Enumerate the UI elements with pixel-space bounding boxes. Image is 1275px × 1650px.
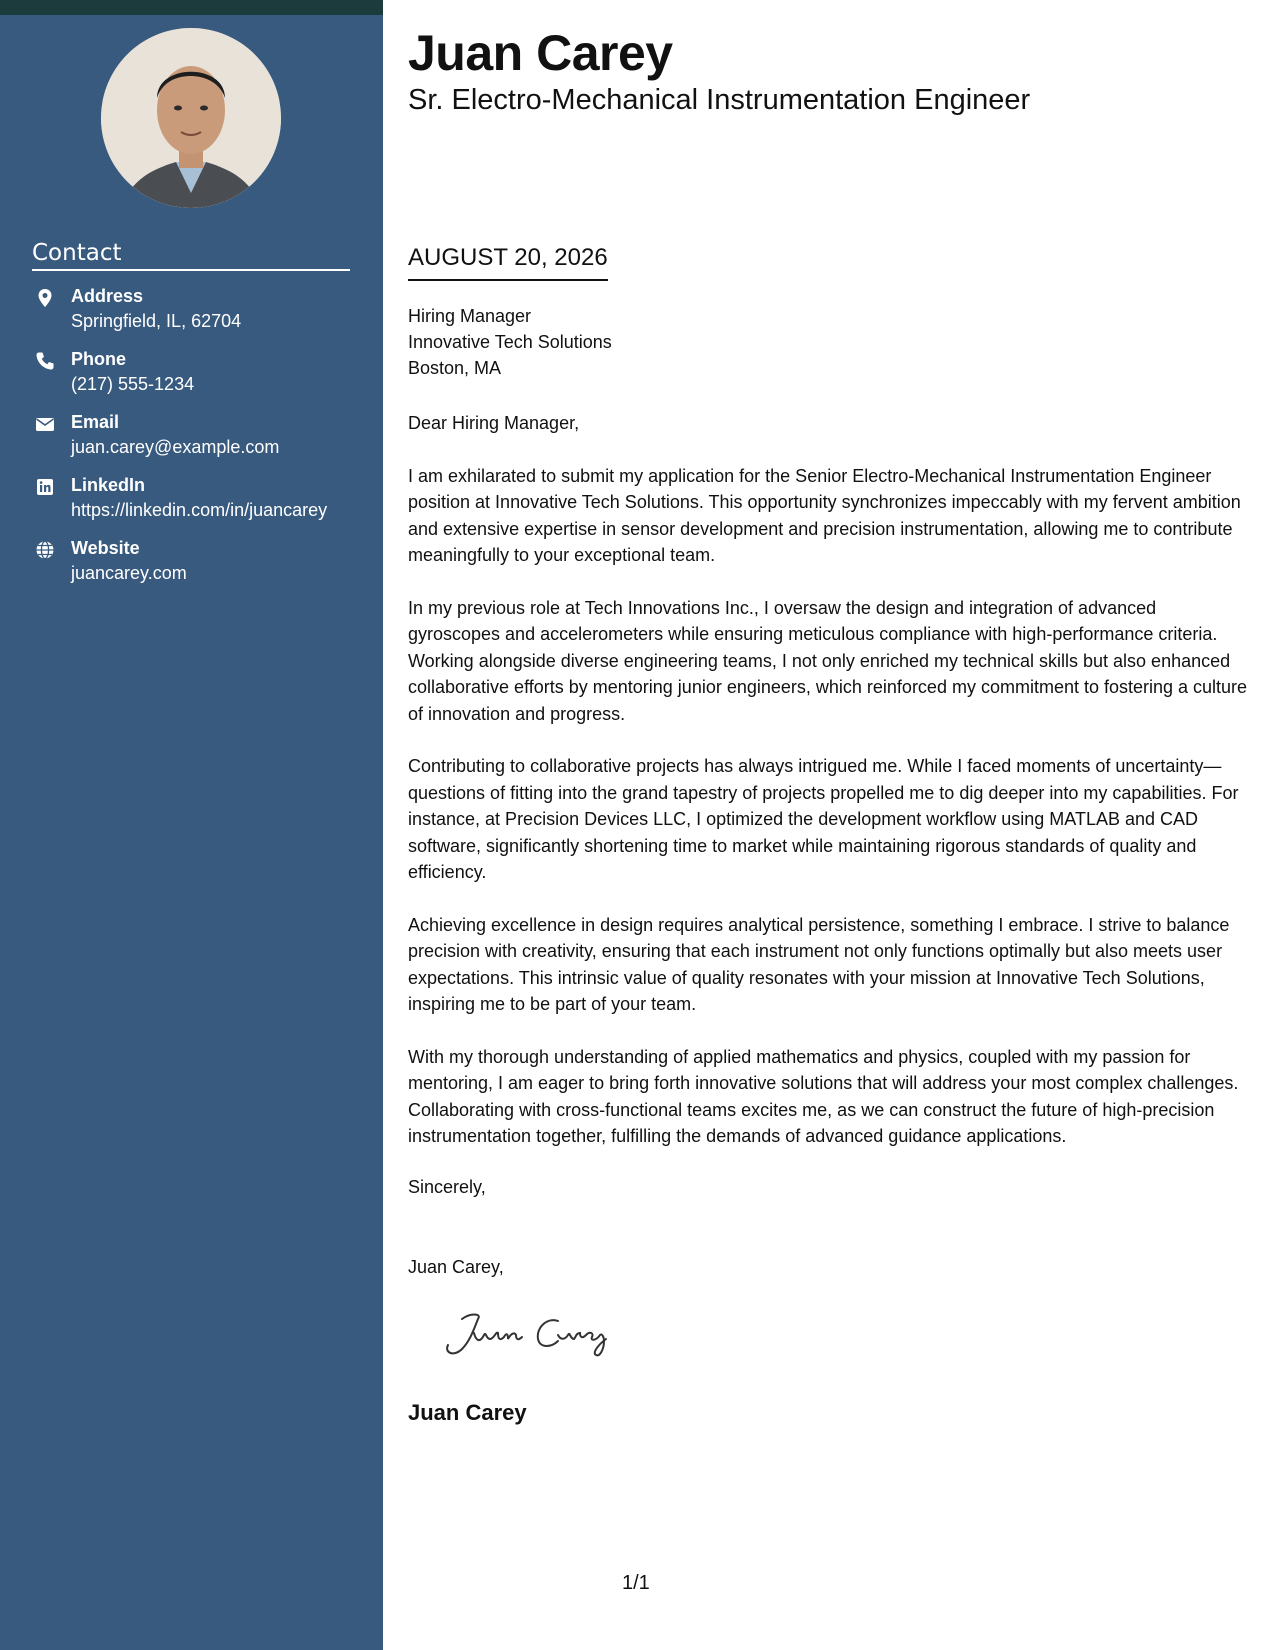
recipient-block	[408, 303, 612, 381]
signer-name: Juan Carey	[408, 1400, 527, 1425]
envelope-icon	[35, 414, 55, 434]
contact-item-website	[32, 538, 372, 601]
contact-label: Website	[71, 538, 140, 558]
map-pin-icon	[35, 288, 55, 308]
contact-label: LinkedIn	[71, 475, 146, 495]
applicant-role: Sr. Electro-Mechanical Instrumentation Engineer	[408, 84, 1031, 116]
signoff-name: Juan Carey,	[408, 1257, 504, 1277]
body-paragraph: I am exhilarated to submit my application for the Senior Electro-Mechanical Instrumentation Engineer position at Innovative Tech Solutions. This opportunity synchronizes impeccably with my fervent ambition and extensive expertise in sensor development and precision instrumentation, allowing me to contribute meaningfully to your exceptional team.	[408, 465, 1241, 565]
body-paragraph: With my thorough understanding of applied mathematics and physics, coupled with my passion for mentoring, I am eager to bring forth innovative solutions that will address your most complex challenges. Collaborating with cross-functional teams excites me, as we can construct the future of high-precision instrumentation together, fulfilling the demands of advanced guidance applications.	[408, 1046, 1239, 1146]
recipient-title: Hiring Manager	[408, 306, 532, 326]
contact-label: Address	[71, 286, 144, 306]
recipient-company: Innovative Tech Solutions	[408, 332, 612, 352]
contact-label: Email	[71, 412, 120, 432]
contact-item-address	[32, 286, 372, 349]
body-paragraph: In my previous role at Tech Innovations Inc., I oversaw the design and integration of advanced gyroscopes and accelerometers while ensuring meticulous compliance with high-performance criteria. Working alongside diverse engineering teams, I not only enriched my technical skills but also enhanced collaborative efforts by mentoring junior engineers, which reinforced my commitment to fostering a culture of innovation and progress.	[408, 597, 1248, 724]
salutation: Dear Hiring Manager,	[408, 413, 580, 433]
sidebar	[0, 0, 383, 1650]
letter-date: AUGUST 20, 2026	[408, 244, 608, 281]
handwritten-signature	[440, 1305, 640, 1365]
applicant-name: Juan Carey	[408, 25, 673, 81]
globe-icon	[35, 540, 55, 560]
closing: Sincerely,	[408, 1177, 486, 1197]
recipient-location: Boston, MA	[408, 358, 502, 378]
contact-label: Phone	[71, 349, 127, 369]
contact-list	[32, 286, 372, 601]
contact-heading: Contact	[32, 240, 350, 271]
phone-value[interactable]: (217) 555-1234	[71, 374, 195, 394]
website-value[interactable]: juancarey.com	[71, 563, 187, 583]
contact-item-phone	[32, 349, 372, 412]
linkedin-icon	[35, 477, 55, 497]
sidebar-top-bar	[0, 0, 383, 15]
body-paragraph: Contributing to collaborative projects has always intrigued me. While I faced moments of uncertainty—questions of fitting into the grand tapestry of projects propelled me to dig deeper into my capabilities. For instance, at Precision Devices LLC, I optimized the development workflow using MATLAB and CAD software, significantly shortening time to market while maintaining rigorous standards of quality and efficiency.	[408, 756, 1239, 882]
linkedin-value[interactable]: https://linkedin.com/in/juancarey	[71, 500, 328, 520]
contact-item-linkedin	[32, 475, 372, 538]
avatar	[101, 28, 281, 208]
letter-body	[408, 410, 1253, 1176]
body-paragraph: Achieving excellence in design requires analytical persistence, something I embrace. I strive to balance precision with creativity, ensuring that each instrument not only functions optimally but also meets user expectations. This intrinsic value of quality resonates with your mission at Innovative Tech Solutions, inspiring me to be part of your team.	[408, 914, 1230, 1014]
address-value: Springfield, IL, 62704	[71, 311, 242, 331]
phone-icon	[35, 351, 55, 371]
page-number: 1/1	[622, 1572, 650, 1594]
contact-item-email	[32, 412, 372, 475]
email-value[interactable]: juan.carey@example.com	[71, 437, 280, 457]
